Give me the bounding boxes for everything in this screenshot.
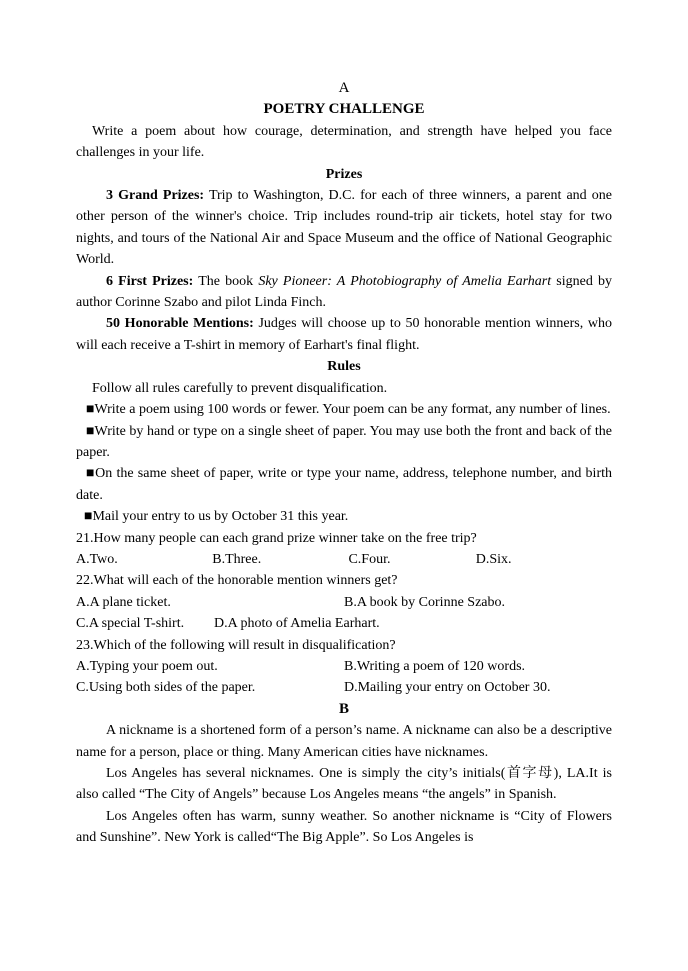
grand-prize-text: Trip to Washington, D.C. for each of three winners, a parent and one other person of the winner's choice. Trip includes round-trip air tickets, hotel stay for two nights, and tours of the National Air and Space Museum and the office of National Geographic World. bbox=[76, 188, 613, 268]
option-b: B.Writing a poem of 120 words. bbox=[344, 658, 526, 674]
passage-b-paragraph-3: Los Angeles often has warm, sunny weather. So another nickname is “City of Flowers and Sunshine”. New York is called“The Big Apple”. So Los Angeles is bbox=[76, 808, 612, 846]
first-prize-text-post: signed by author Corinne Szabo and pilot Linda Finch. bbox=[76, 273, 613, 311]
question-21-stem: 21.How many people can each grand prize winner take on the free trip? bbox=[76, 530, 477, 546]
first-prize-label: 6 First Prizes: bbox=[106, 273, 194, 289]
rule-item: ■Write a poem using 100 words or fewer. Your poem can be any format, any number of lines. bbox=[86, 402, 611, 418]
option-b: B.Three. bbox=[212, 551, 262, 567]
passage-b-paragraph-2: Los Angeles has several nicknames. One is simply the city’s initials(首字母), LA.It is also called “The City of Angels” because Los Angeles means “the angels” in Spanish. bbox=[76, 766, 612, 803]
section-letter-b: B bbox=[338, 700, 349, 717]
rule-item: ■Write by hand or type on a single sheet of paper. You may use both the front and back of the paper. bbox=[76, 423, 612, 460]
question-22-options-row1 bbox=[76, 592, 612, 613]
book-title: Sky Pioneer: A Photobiography of Amelia Earhart bbox=[258, 273, 552, 289]
option-a: A.Two. bbox=[76, 551, 118, 567]
option-a: A.Typing your poem out. bbox=[76, 658, 218, 674]
first-prize-text-pre: The book bbox=[193, 273, 259, 289]
rules-intro: Follow all rules carefully to prevent disqualification. bbox=[92, 380, 388, 396]
rule-item: ■Mail your entry to us by October 31 this year. bbox=[84, 509, 349, 525]
section-letter-a: A bbox=[338, 80, 350, 96]
grand-prize-label: 3 Grand Prizes: bbox=[106, 188, 205, 204]
question-23-options-row2 bbox=[76, 677, 612, 698]
question-22-options-row2 bbox=[76, 613, 612, 634]
option-d: D.Mailing your entry on October 30. bbox=[344, 680, 551, 696]
question-23-stem: 23.Which of the following will result in disqualification? bbox=[76, 637, 396, 653]
question-21-options bbox=[76, 549, 612, 570]
option-d: D.Six. bbox=[475, 551, 512, 567]
passage-title: POETRY CHALLENGE bbox=[263, 101, 425, 118]
rule-item: ■On the same sheet of paper, write or type your name, address, telephone number, and birth date. bbox=[76, 466, 612, 503]
intro-paragraph: Write a poem about how courage, determination, and strength have helped you face challenges in your life. bbox=[76, 123, 612, 161]
first-prize-paragraph bbox=[76, 271, 612, 314]
grand-prize-paragraph bbox=[76, 185, 612, 271]
honorable-mention-paragraph bbox=[76, 313, 612, 356]
honorable-mention-text: Judges will choose up to 50 honorable mention winners, who will each receive a T-shirt in memory of Earhart's final flight. bbox=[76, 316, 612, 353]
option-b: B.A book by Corinne Szabo. bbox=[344, 594, 505, 610]
option-a: A.A plane ticket. bbox=[76, 594, 171, 610]
option-d: D.A photo of Amelia Earhart. bbox=[214, 616, 380, 632]
question-23-options-row1 bbox=[76, 656, 612, 677]
document-page bbox=[76, 78, 612, 849]
option-c: C.A special T-shirt. bbox=[76, 616, 185, 632]
prizes-heading: Prizes bbox=[325, 166, 363, 182]
option-c: C.Using both sides of the paper. bbox=[76, 680, 256, 696]
honorable-mention-label: 50 Honorable Mentions: bbox=[106, 316, 254, 332]
passage-b-paragraph-1: A nickname is a shortened form of a person’s name. A nickname can also be a descriptive name for a person, place or thing. Many American cities have nicknames. bbox=[76, 723, 612, 760]
question-22-stem: 22.What will each of the honorable mention winners get? bbox=[76, 573, 398, 589]
rules-heading: Rules bbox=[327, 359, 361, 375]
option-c: C.Four. bbox=[348, 551, 391, 567]
